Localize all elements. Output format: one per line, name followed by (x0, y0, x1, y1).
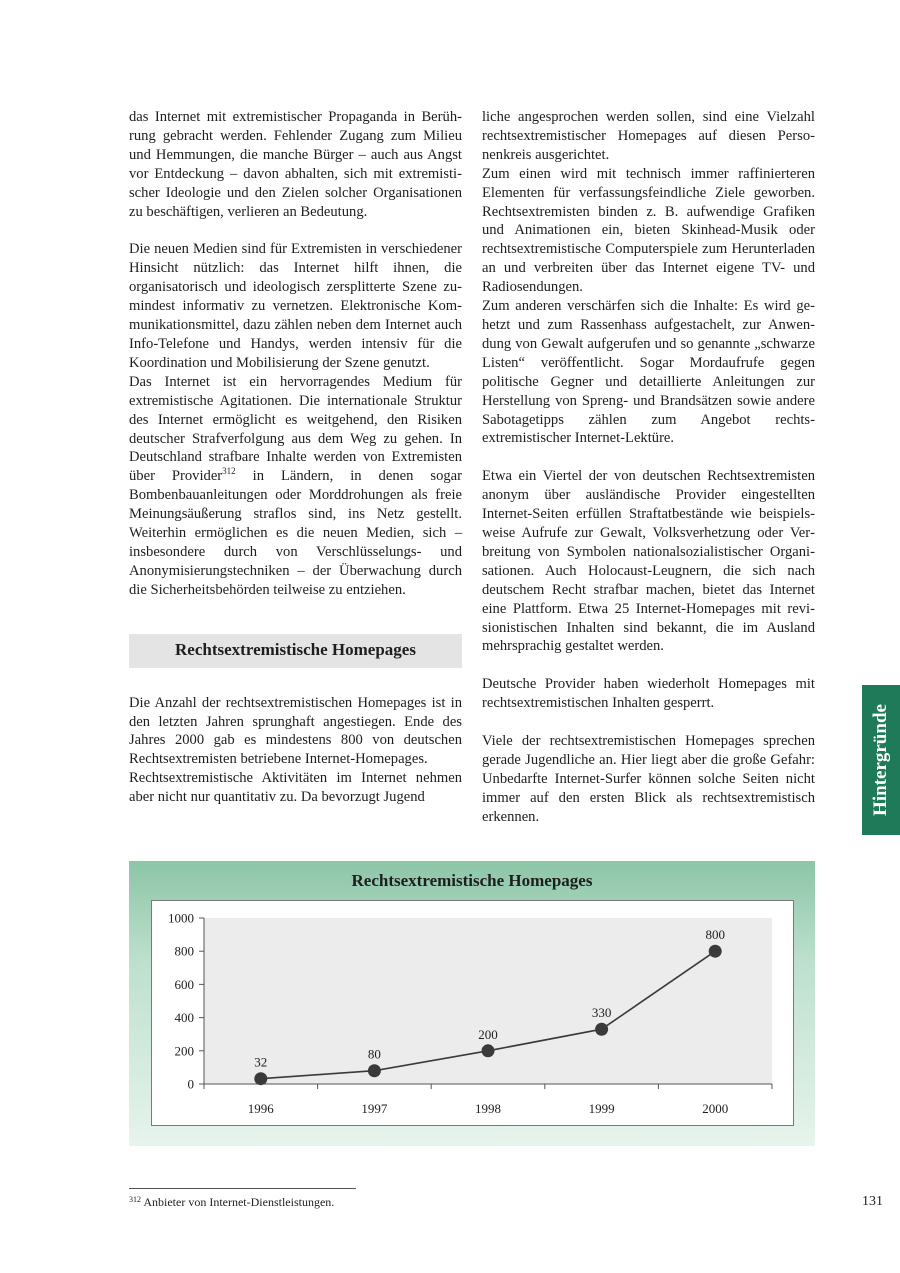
plot-area (151, 900, 794, 1126)
footnote (129, 1194, 334, 1210)
data-point (254, 1072, 267, 1085)
footnote-divider (129, 1188, 356, 1189)
section-heading-text: Rechtsextremistische Homepages (175, 640, 416, 660)
paragraph-text: Das Internet ist ein hervorragendes Medium für extremistische Agitationen. Die internationale Struktur des Internet ermöglicht es weitgehend, den Risiken deutscher Strafverfolgung aus dem Weg zu gehen. In Deutschland strafbare Inhalte werden von Extremisten über Provider (129, 373, 462, 485)
paragraph: Rechtsextremistische Aktivitäten im Internet nehmen aber nicht nur quantitativ zu. Da bevorzugt Jugend (129, 770, 462, 806)
data-label: 80 (367, 1046, 381, 1062)
data-point (482, 1044, 495, 1057)
footnote-reference[interactable]: 312 (222, 466, 236, 477)
section-heading (129, 634, 462, 668)
x-tick-label: 1999 (588, 1101, 615, 1116)
y-tick-label: 1000 (168, 910, 194, 926)
data-label: 330 (591, 1005, 612, 1021)
right-column (482, 108, 815, 827)
data-label: 200 (478, 1026, 498, 1042)
data-point (595, 1023, 608, 1036)
y-tick-label: 200 (174, 1043, 194, 1059)
footnote-text: Anbieter von Internet-Dienstleistungen. (141, 1195, 335, 1209)
x-tick-label: 1996 (247, 1101, 274, 1116)
paragraph-with-footnote (129, 373, 462, 600)
paragraph-text: in Ländern, in denen sogar Bombenbauanleitungen oder Morddrohungen als freie Meinungsäußerung straflos sind, ins Netz gestellt. Weiterhin ermöglichen es die neuen Medien, sich – insbesondere durch von Verschlüsselungs- und Anonymisierungstechniken – der Überwachung durch die Sicherheitsbehörden teilweise zu entziehen. (129, 468, 462, 598)
paragraph: Die neuen Medien sind für Extremisten in verschiedener Hinsicht nützlich: das Internet hilft ihnen, die organisatorisch und ideologisch zersplitterte Szene zumindest informativ zu vernetzen. Elektronische Kommunikationsmittel, dazu zählen neben dem Internet auch Info-Telefone und Handys, werden intensiv für die Koordination und Mobilisierung der Szene genutzt. (129, 241, 462, 371)
paragraph: Viele der rechtsextremistischen Homepages sprechen gerade Jugendliche an. Hier liegt aber die große Gefahr: Unbedarfte Internet-Surfer können solche Seiten nicht immer auf den ersten Blick als rechtsextremistisch erkennen. (482, 733, 815, 825)
x-tick-label: 2000 (702, 1101, 729, 1116)
paragraph: das Internet mit extremistischer Propaganda in Berührung gebracht werden. Fehlender Zugang zum Milieu und Hemmungen, die manche Bürger – auch aus Angst vor Entdeckung – davon abhalten, sich mit extremistischer Ideologie und den Zielen solcher Organisationen zu beschäftigen, verlieren an Bedeutung. (129, 109, 462, 220)
data-point (709, 945, 722, 958)
section-tab-hintergruende[interactable] (862, 685, 900, 835)
data-label: 800 (705, 927, 725, 943)
paragraph: Zum einen wird mit technisch immer raffinierteren Elementen für verfassungsfeindliche Ziele geworben. Rechtsextremisten binden z. B. aufwendige Grafiken und Animationen ein, bieten Skinhead-Musik oder rechtsextremistische Computerspiele zum Herunterladen an und verbreiten über das Internet eigene TV- und Radiosendungen. (482, 165, 815, 296)
y-tick-label: 400 (174, 1010, 194, 1026)
y-tick-label: 800 (174, 943, 194, 959)
y-tick-label: 600 (174, 976, 194, 992)
chart-title: Rechtsextremistische Homepages (351, 871, 593, 890)
paragraph: Etwa ein Viertel der von deutschen Rechtsextremisten anonym über ausländische Provider eingestellten Internet-Seiten erfüllen Straftatbestände wie beispielsweise Aufrufe zur Gewalt, Volksverhetzung oder Verbreitung von Symbolen nationalsozialistischer Organisationen. Auch Holocaust-Leugnern, die sich nach deutschem Recht strafbar machen, bietet das Internet eine Plattform. Etwa 25 Internet-Homepages mit revisionistischen Inhalten sind bekannt, die im Ausland mehrsprachig gestaltet werden. (482, 468, 815, 655)
line-chart (152, 901, 793, 1125)
section-tab-label: Hintergründe (870, 704, 892, 816)
left-column (129, 108, 462, 807)
x-tick-label: 1998 (475, 1101, 501, 1116)
paragraph: Deutsche Provider haben wiederholt Homepages mit rechtsextremistischen Inhalten gesperrt. (482, 676, 815, 712)
plot-background (204, 918, 772, 1084)
footnote-number: 312 (129, 1195, 141, 1204)
page-number: 131 (862, 1194, 883, 1209)
data-label: 32 (254, 1054, 268, 1070)
chart-panel (129, 861, 815, 1146)
paragraph: Zum anderen verschärfen sich die Inhalte: Es wird gehetzt und zum Rassenhass aufgestachelt, zur Anwendung von Gewalt aufgerufen und so genannte „schwarze Listen“ veröffentlicht. Sogar Mordaufrufe gegen politische Gegner und detaillierte Anleitungen zur Herstellung von Spreng- und Brandsätzen sowie andere Sabotagetipps zählen zum Angebot rechtsextremistischer Internet-Lektüre. (482, 298, 815, 447)
x-tick-label: 1997 (361, 1101, 388, 1116)
paragraph: liche angesprochen werden sollen, sind eine Vielzahl rechtsextremistischer Homepages auf diesen Personenkreis ausgerichtet. (482, 109, 815, 163)
data-point (368, 1064, 381, 1077)
paragraph: Die Anzahl der rechtsextremistischen Homepages ist in den letzten Jahren sprunghaft angestiegen. Ende des Jahres 2000 gab es mindestens 800 von deutschen Rechtsextremisten betriebene Internet-Homepages. (129, 694, 462, 768)
y-tick-label: 0 (187, 1076, 194, 1092)
